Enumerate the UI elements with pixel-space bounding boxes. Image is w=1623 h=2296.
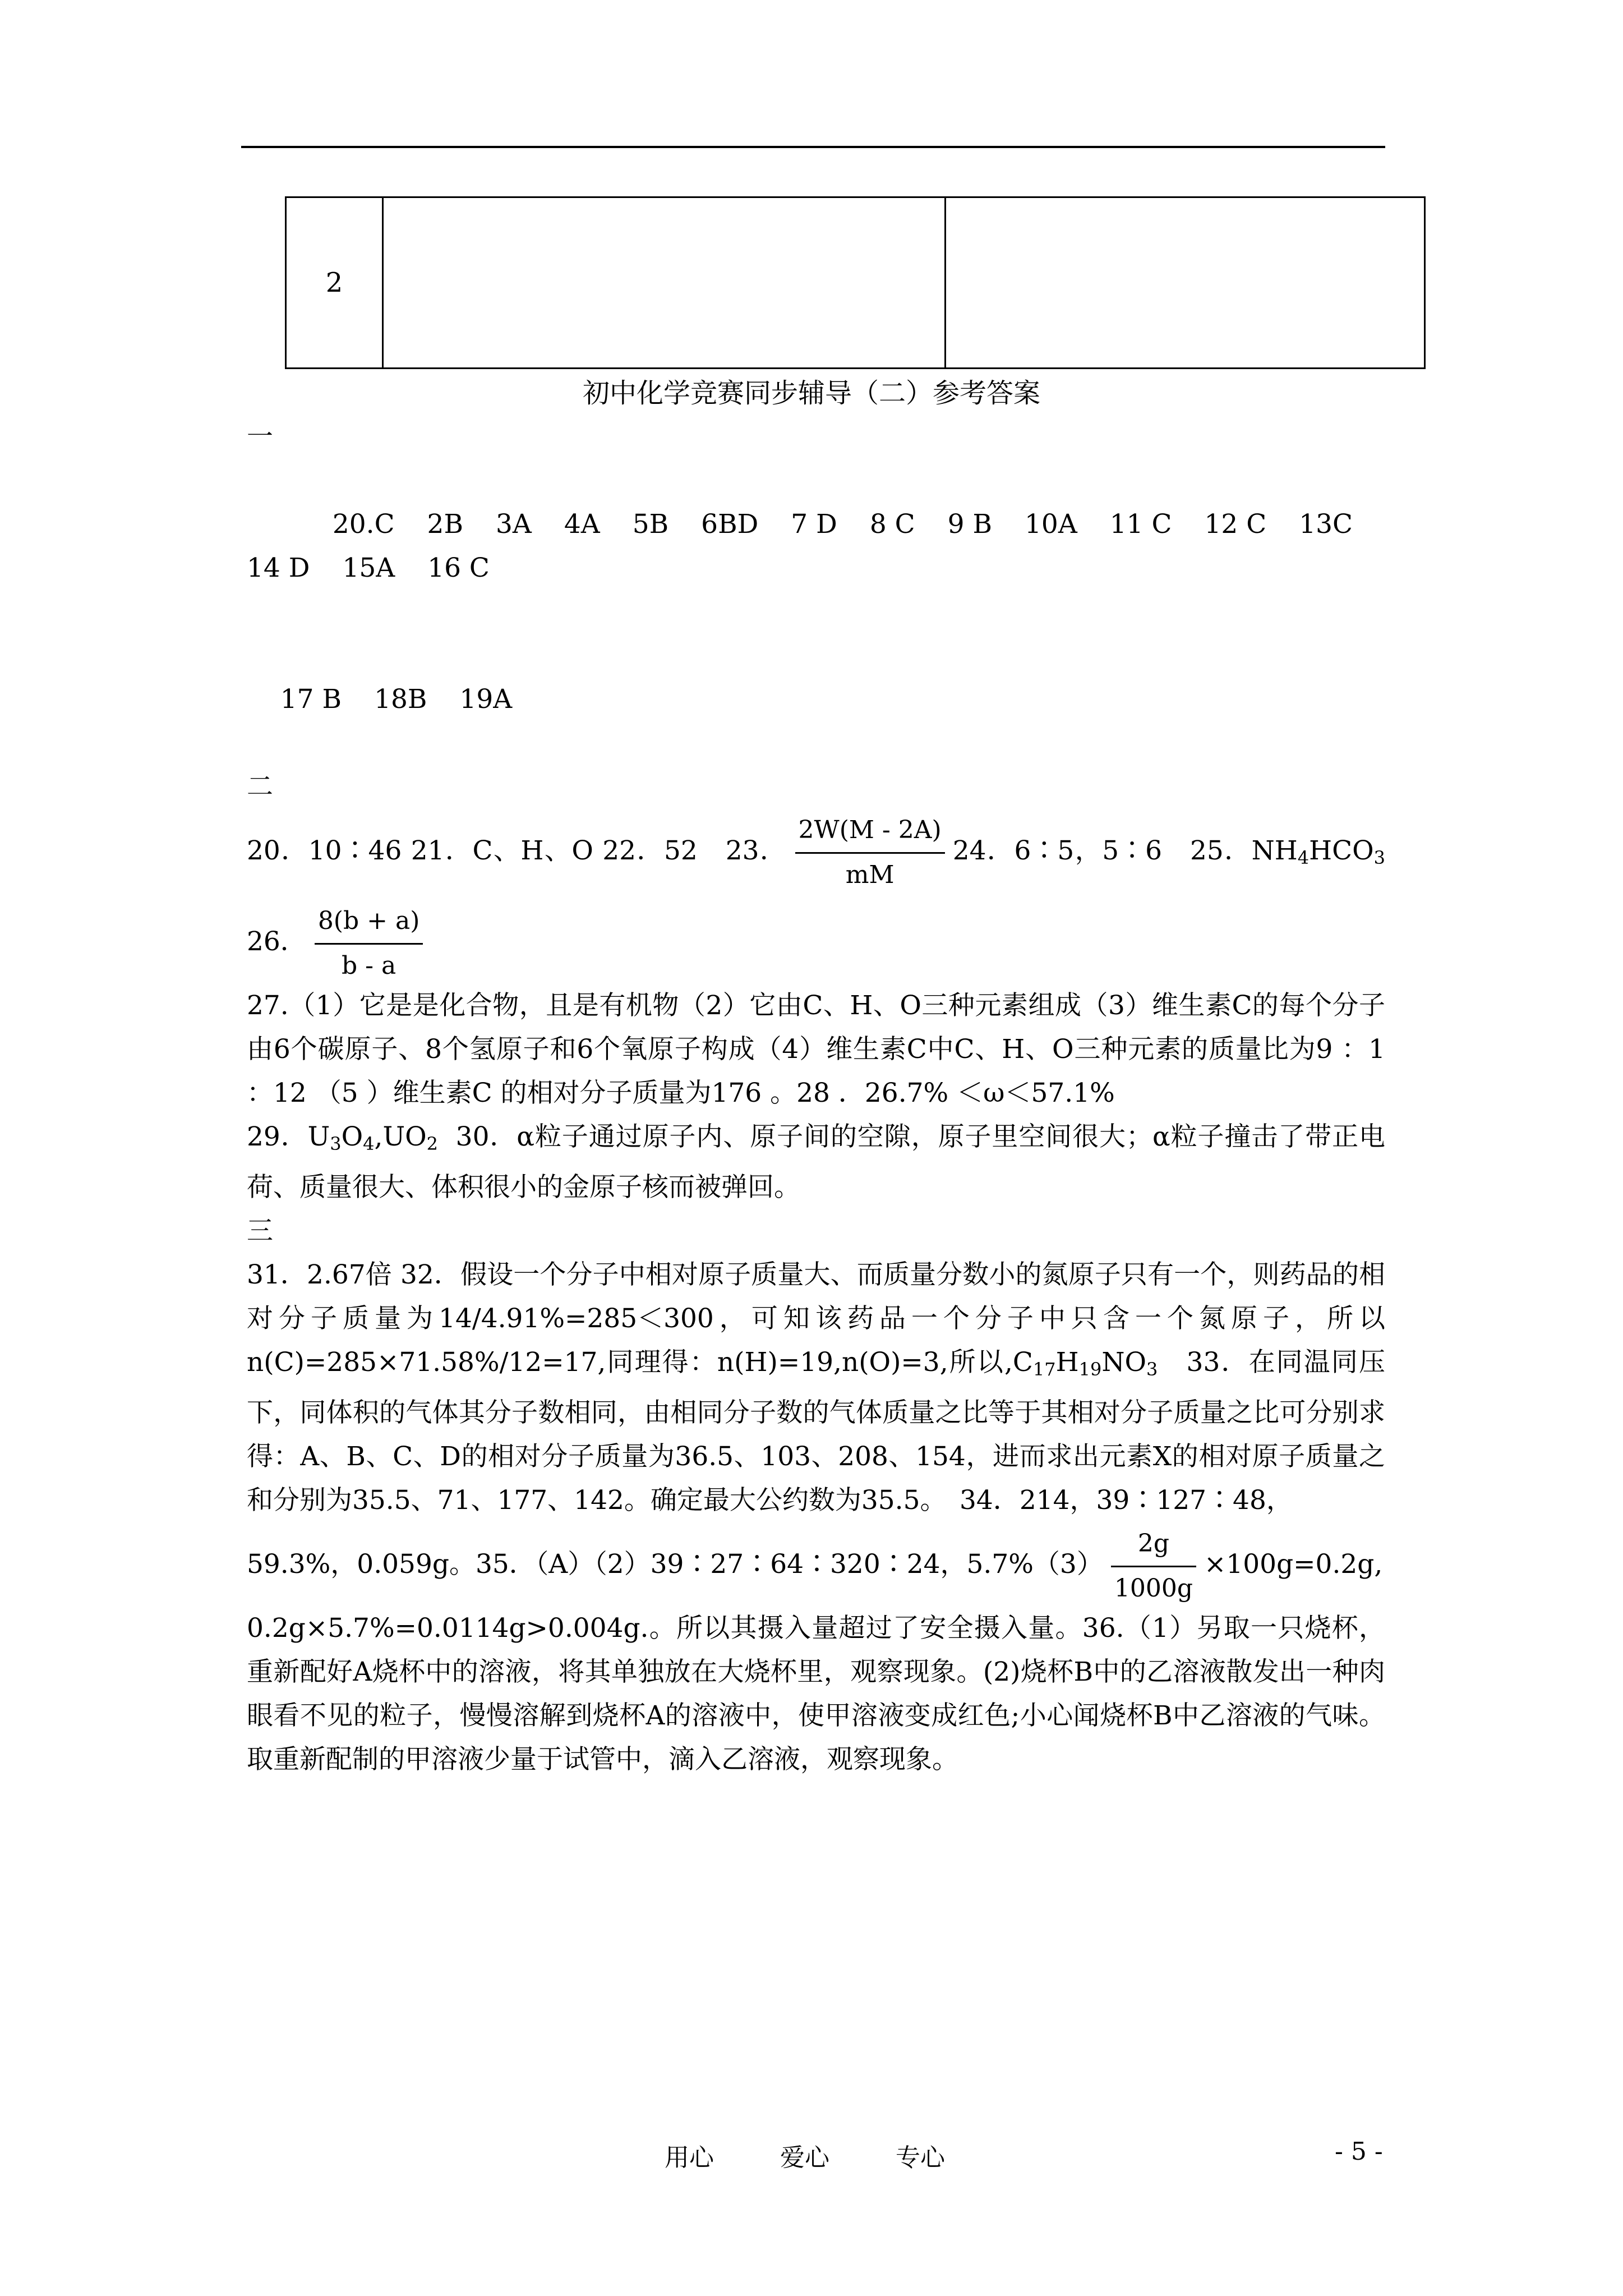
fraction-denominator: 1000g xyxy=(1114,1573,1193,1603)
subscript: 2 xyxy=(426,1133,438,1154)
answer-content xyxy=(247,415,1394,1782)
fraction-q23 xyxy=(795,816,945,890)
fraction-q35 xyxy=(1111,1529,1196,1604)
answer-item: 9 B xyxy=(947,509,993,540)
footer-item: 专心 xyxy=(896,2143,945,2172)
answer-text: ×100g=0.2g, xyxy=(1204,1549,1383,1580)
answer-item: 20.C xyxy=(332,509,395,540)
subscript: 4 xyxy=(363,1133,375,1154)
answer-item: 16 C xyxy=(427,553,490,583)
subscript: 3 xyxy=(330,1133,342,1154)
fraction-numerator: 2g xyxy=(1111,1529,1196,1567)
formula-part: NO xyxy=(1101,1347,1146,1378)
choice-answers-row-2 xyxy=(247,634,1385,765)
q26-label: 26． xyxy=(247,835,1394,957)
answer-item: 15A xyxy=(342,553,395,583)
fraction-numerator: 2W(M - 2A) xyxy=(795,816,945,854)
choice-answers-row-1 xyxy=(247,459,1385,634)
answer-item: 12 C xyxy=(1204,509,1267,540)
answer-text: 59.3%，0.059g。35．（A）（2）39∶27∶64∶320∶24，5.7%（3） xyxy=(247,1549,1103,1580)
table-row-number: 2 xyxy=(286,197,383,369)
answer-item: 11 C xyxy=(1109,509,1172,540)
page-title: 初中化学竞赛同步辅导（二）参考答案 xyxy=(582,378,1040,409)
table-cell xyxy=(946,197,1425,369)
answer-item: 18B xyxy=(374,684,427,715)
answer-item: 7 D xyxy=(791,509,837,540)
answers-35-36: 0.2g×5.7%=0.0114g>0.004g.。所以其摄入量超过了安全摄入量。36.（1）另取一只烧杯，重新配好A烧杯中的溶液，将其单独放在大烧杯里，观察现象。(2)烧杯B中的乙溶液散发出一种肉眼看不见的粒子，慢慢溶解到烧杯A的溶液中，使甲溶液变成红色;小心闻烧杯B中乙溶液的气味。取重新配制的甲溶液少量于试管中，滴入乙溶液，观察现象。 xyxy=(247,1613,1385,1775)
answers-27-28: 27.（1）它是是化合物，且是有机物（2）它由C、H、O三种元素组成（3）维生素C的每个分子由6个碳原子、8个氢原子和6个氧原子构成（4）维生素C中C、H、O三种元素的质量比为9 ：1 ：12 （5 ）维生素C 的相对分子质量为176 。28 ．26.7% ＜ω＜57.1% xyxy=(247,990,1394,1108)
fraction-denominator: b - a xyxy=(341,951,396,980)
formula-part: 29．U xyxy=(247,1121,330,1152)
fraction-denominator: mM xyxy=(845,860,895,889)
answers-20-22: 20．10∶46 21．C、H、O 22．52 xyxy=(247,835,698,866)
header-rule xyxy=(241,146,1385,148)
footer-slogan xyxy=(665,2137,945,2173)
answer-item: 13C xyxy=(1299,509,1353,540)
fraction-numerator: 8(b + a) xyxy=(315,907,423,945)
answer-item: 17 B xyxy=(280,684,342,715)
answer-text: 30．α粒子通过原子内、原子间的空隙，原子里空间很大；α粒子撞击了带正电荷、质量很大、体积很小的金原子核而被弹回。 xyxy=(247,1121,1385,1203)
subscript: 17 xyxy=(1032,1359,1056,1380)
subscript: 4 xyxy=(1297,847,1310,868)
subscript: 19 xyxy=(1078,1359,1102,1380)
section-heading-2: 二 xyxy=(247,771,273,802)
answer-item: 6BD xyxy=(701,509,759,540)
answers-31-34 xyxy=(247,1253,1385,1522)
answer-item: 2B xyxy=(427,509,463,540)
formula-part: O xyxy=(341,1121,363,1152)
answer-item: 10A xyxy=(1025,509,1077,540)
footer-item: 爱心 xyxy=(780,2143,829,2172)
table-cell xyxy=(383,197,946,369)
answer-text: 33．在同温同压下，同体积的气体其分子数相同，由相同分子数的气体质量之比等于其相对分子质量之比可分别求得：A、B、C、D的相对分子质量为36.5、103、208、154，进而求出元素X的相对原子质量之和分别为35.5、71、177、142。确定最大公约数为35.5。 34．214，39∶127∶48， xyxy=(247,1347,1386,1516)
formula-part: H xyxy=(1055,1347,1079,1378)
subscript: 3 xyxy=(1146,1359,1158,1380)
answer-table-fragment xyxy=(285,196,1426,369)
formula-part: ,UO xyxy=(374,1121,427,1152)
answers-29-30 xyxy=(247,1115,1385,1209)
answers-34-35 xyxy=(247,1522,1385,1607)
formula-part: HCO xyxy=(1309,835,1374,866)
section-heading-3: 三 xyxy=(247,1216,273,1246)
answer-item: 8 C xyxy=(869,509,915,540)
page-number: - 5 - xyxy=(1335,2137,1383,2166)
footer-item: 用心 xyxy=(665,2143,714,2172)
answer-item: 14 D xyxy=(247,553,310,583)
answers-24-25: 24．6∶5，5∶6 25．NH xyxy=(952,835,1298,866)
section-heading-1: 一 xyxy=(247,421,273,452)
answer-item: 3A xyxy=(496,509,532,540)
q23-label: 23． xyxy=(725,835,787,866)
answers-20-26 xyxy=(247,809,1394,984)
subscript: 3 xyxy=(1373,847,1385,868)
answer-text: 31．2.67倍 32．假设一个分子中相对原子质量大、而质量分数小的氮原子只有一个，则药品的相对分子质量为14/4.91%=285＜300，可知该药品一个分子中只含一个氮原子，所以n(C)=285×71.58%/12=17,同理得：n(H)=19,n(O)=3,所以,C xyxy=(247,1259,1385,1378)
answer-item: 19A xyxy=(459,684,513,715)
fraction-q26 xyxy=(315,907,423,981)
answer-item: 5B xyxy=(632,509,669,540)
table-row xyxy=(286,197,1425,369)
answer-item: 4A xyxy=(564,509,600,540)
